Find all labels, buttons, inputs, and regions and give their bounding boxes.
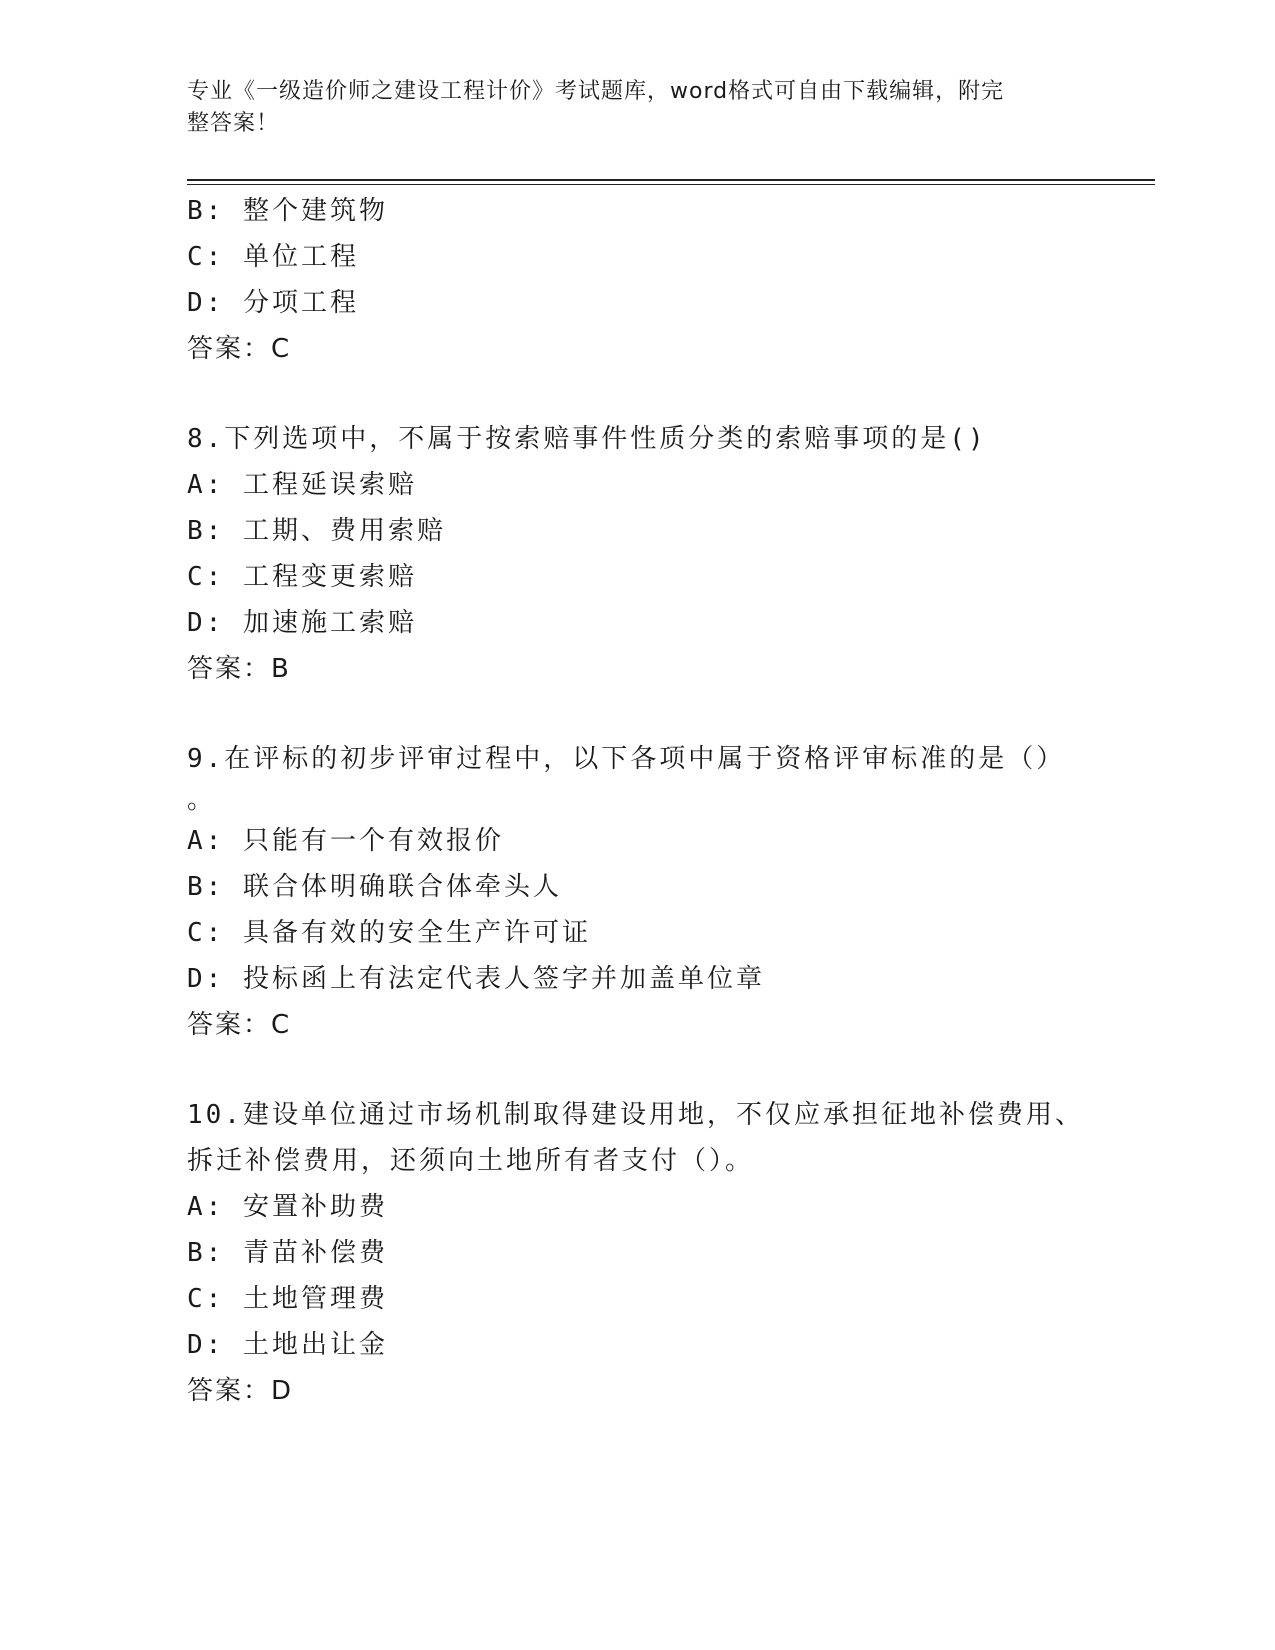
q8-option-c: C: 工程变更索赔 [187, 562, 417, 592]
q9-question-continuation: 。 [187, 785, 214, 815]
q7-option-d: D: 分项工程 [187, 288, 359, 318]
q10-option-a: A: 安置补助费 [187, 1192, 388, 1222]
q10-question-line-1: 10.建设单位通过市场机制取得建设用地，不仅应承担征地补偿费用、 [187, 1100, 1084, 1130]
q10-option-d: D: 土地出让金 [187, 1330, 388, 1360]
q8-option-d: D: 加速施工索赔 [187, 608, 417, 638]
q10-option-c: C: 土地管理费 [187, 1284, 388, 1314]
question-list [187, 188, 1087, 1414]
q9-option-d: D: 投标函上有法定代表人签字并加盖单位章 [187, 964, 765, 994]
q8-option-a: A: 工程延误索赔 [187, 470, 417, 500]
header-divider-thick [187, 179, 1155, 181]
q10-option-b: B: 青苗补偿费 [187, 1238, 388, 1268]
q7-answer: 答案：C [187, 334, 292, 364]
question-7-partial [187, 188, 1087, 372]
q9-answer: 答案：C [187, 1010, 292, 1040]
document-header [187, 76, 1067, 140]
q9-option-b: B: 联合体明确联合体牵头人 [187, 872, 562, 902]
header-line-1: 专业《一级造价师之建设工程计价》考试题库，word格式可自由下载编辑，附完 [187, 79, 1005, 104]
q9-question: 9.在评标的初步评审过程中，以下各项中属于资格评审标准的是（） [187, 744, 1066, 774]
question-9 [187, 736, 1087, 1048]
q8-answer: 答案：B [187, 654, 291, 684]
header-line-2: 整答案！ [187, 111, 280, 136]
q10-answer: 答案：D [187, 1376, 294, 1406]
question-10 [187, 1092, 1087, 1414]
q10-question-line-2: 拆迁补偿费用，还须向土地所有者支付（）。 [187, 1146, 755, 1176]
q9-option-a: A: 只能有一个有效报价 [187, 826, 504, 856]
header-divider-thin [187, 184, 1155, 185]
q8-option-b: B: 工期、费用索赔 [187, 516, 446, 546]
q7-option-c: C: 单位工程 [187, 242, 359, 272]
q8-question: 8.下列选项中，不属于按索赔事件性质分类的索赔事项的是() [187, 424, 987, 454]
q7-option-b: B: 整个建筑物 [187, 196, 388, 226]
q9-option-c: C: 具备有效的安全生产许可证 [187, 918, 591, 948]
question-8 [187, 416, 1087, 692]
